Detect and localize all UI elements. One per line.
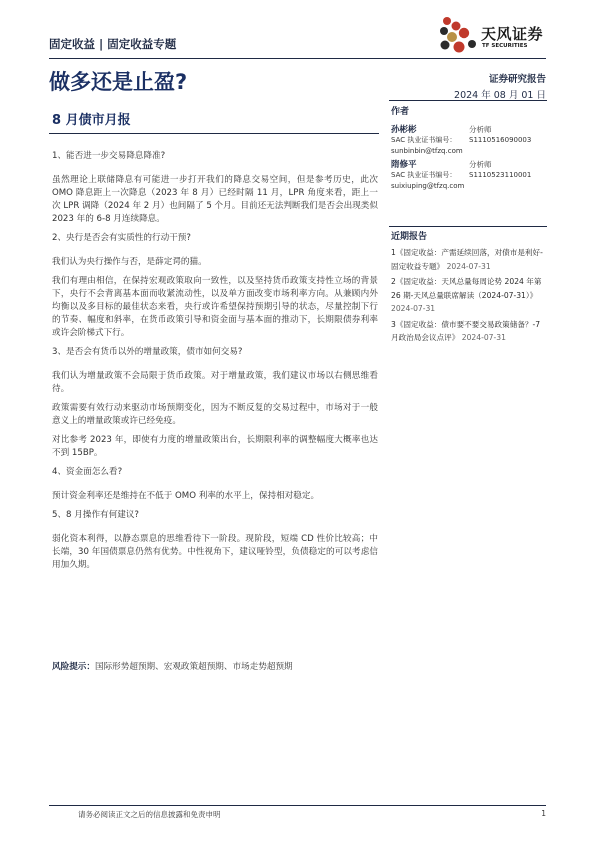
recent-report-date: 2024-07-31 [446, 261, 491, 271]
answer-2a: 我们认为央行操作与否，是薛定谔的猫。 [52, 257, 207, 267]
author-cert: S1110523110001 [469, 171, 532, 179]
recent-report-item[interactable] [391, 275, 546, 316]
question-5: 5、8 月操作有何建议? [52, 510, 139, 520]
risk-label: 风险提示： [52, 662, 95, 672]
recent-report-item[interactable] [391, 318, 546, 345]
recent-report-date: 2024-07-31 [391, 304, 436, 313]
brand-name-en: TF SECURITIES [482, 43, 528, 49]
report-type: 证券研究报告 [488, 74, 546, 85]
author-cert-label: SAC 执业证书编号： [391, 171, 457, 179]
author-cert-label: SAC 执业证书编号： [391, 136, 457, 144]
brand-name: 天风证券 [481, 25, 544, 43]
question-4: 4、资金面怎么看? [52, 467, 123, 477]
author-name: 隋修平 [391, 160, 417, 170]
answer-3b: 政策需要有效行动来驱动市场预期变化，因为不断反复的交易过程中，市场对于一般意义上的增量政策或许已经免疫。 [52, 403, 378, 426]
author-role: 分析师 [469, 160, 492, 169]
author-card [391, 158, 546, 191]
author-cert: S1110516090003 [469, 136, 532, 144]
report-date: 2024 年 08 月 01 日 [454, 90, 546, 101]
subtitle-divider [49, 133, 379, 134]
recent-reports-section [391, 229, 546, 347]
question-3: 3、是否会有货币以外的增量政策，债市如何交易? [52, 347, 243, 357]
author-email[interactable]: suixiuping@tfzq.com [391, 181, 465, 190]
page-number: 1 [541, 809, 546, 818]
answer-3a: 我们认为增量政策不会局限于货币政策。对于增量政策，我们建议市场以右侧思维看待。 [52, 371, 378, 394]
recent-divider [389, 226, 547, 227]
page-subtitle: 8 月债市月报 [52, 113, 131, 128]
answer-4: 预计资金利率还是维持在不低于 OMO 利率的水平上，保持相对稳定。 [52, 491, 320, 501]
brand-logo [437, 15, 547, 57]
recent-report-title[interactable]: 1《固定收益：产需延续回落，对债市是利好-固定收益专题》 [391, 248, 543, 271]
authors-heading: 作者 [391, 107, 410, 117]
risk-warning [52, 660, 293, 672]
sidebar-divider [389, 100, 547, 101]
recent-report-item[interactable] [391, 246, 546, 273]
answer-1: 虽然理论上联储降息有可能进一步打开我们的降息交易空间，但是参考历史，此次 OMO 降息距上一次降息（2023 年 8 月）已经时隔 11 月，LPR 角度来看，距上一次 LPR 调降（2024 年 2 月）也间隔了 5 个月。目前还无法判断我们是否会出现类似 2023 年的 6-8 月连续降息。 [52, 175, 378, 224]
answer-5: 弱化资本利得，以静态票息的思维看待下一阶段。现阶段，短端 CD 性价比较高；中长端，30 年国债票息仍然有优势。中性视角下，建议哑铃型，负债稳定的可以考虑信用加久期。 [52, 534, 378, 570]
question-1: 1、能否进一步交易降息降准? [52, 151, 166, 161]
authors-section [391, 104, 546, 191]
answer-3c: 对比参考 2023 年，即使有力度的增量政策出台，长期限利率的调整幅度大概率也达不到 15BP。 [52, 435, 378, 458]
recent-heading: 近期报告 [391, 232, 428, 242]
author-email[interactable]: sunbinbin@tfzq.com [391, 146, 463, 155]
answer-2b: 我们有理由相信，在保持宏观政策取向一致性，以及坚持货币政策支持性立场的背景下，央行不会背离基本面而收紧流动性，以及单方面改变市场利率方向。从兼顾内外均衡以及多目标的最佳状态来看，央行或许希望保持预期引导的状态，尽量控制下行的节奏、幅度和斜率，在货币政策引导和资金面与基本面的推动下，长期限债券利率或许会阶梯式下行。 [52, 276, 378, 338]
recent-report-title[interactable]: 2《固定收益：天风总量每周论势 2024 年第 26 期-天风总量联席解读（2024-07-31）》 [391, 277, 542, 300]
report-series: 固定收益 | 固定收益专题 [49, 37, 177, 51]
recent-report-title[interactable]: 3《固定收益：债市要不要交易政策储备？-7 月政治局会议点评》 [391, 319, 541, 342]
header-divider [49, 58, 546, 59]
recent-report-date: 2024-07-31 [461, 333, 506, 342]
main-content [52, 150, 378, 578]
footer-disclaimer: 请务必阅读正文之后的信息披露和免责申明 [78, 810, 221, 819]
question-2: 2、央行是否会有实质性的行动干预? [52, 233, 191, 243]
page-title: 做多还是止盈? [49, 70, 188, 94]
author-card [391, 123, 546, 156]
footer-divider [49, 805, 546, 806]
author-name: 孙彬彬 [391, 125, 417, 135]
brand-logo-mark-icon [437, 15, 481, 57]
author-role: 分析师 [469, 125, 492, 134]
risk-text: 国际形势超预期、宏观政策超预期、市场走势超预期 [94, 662, 293, 672]
